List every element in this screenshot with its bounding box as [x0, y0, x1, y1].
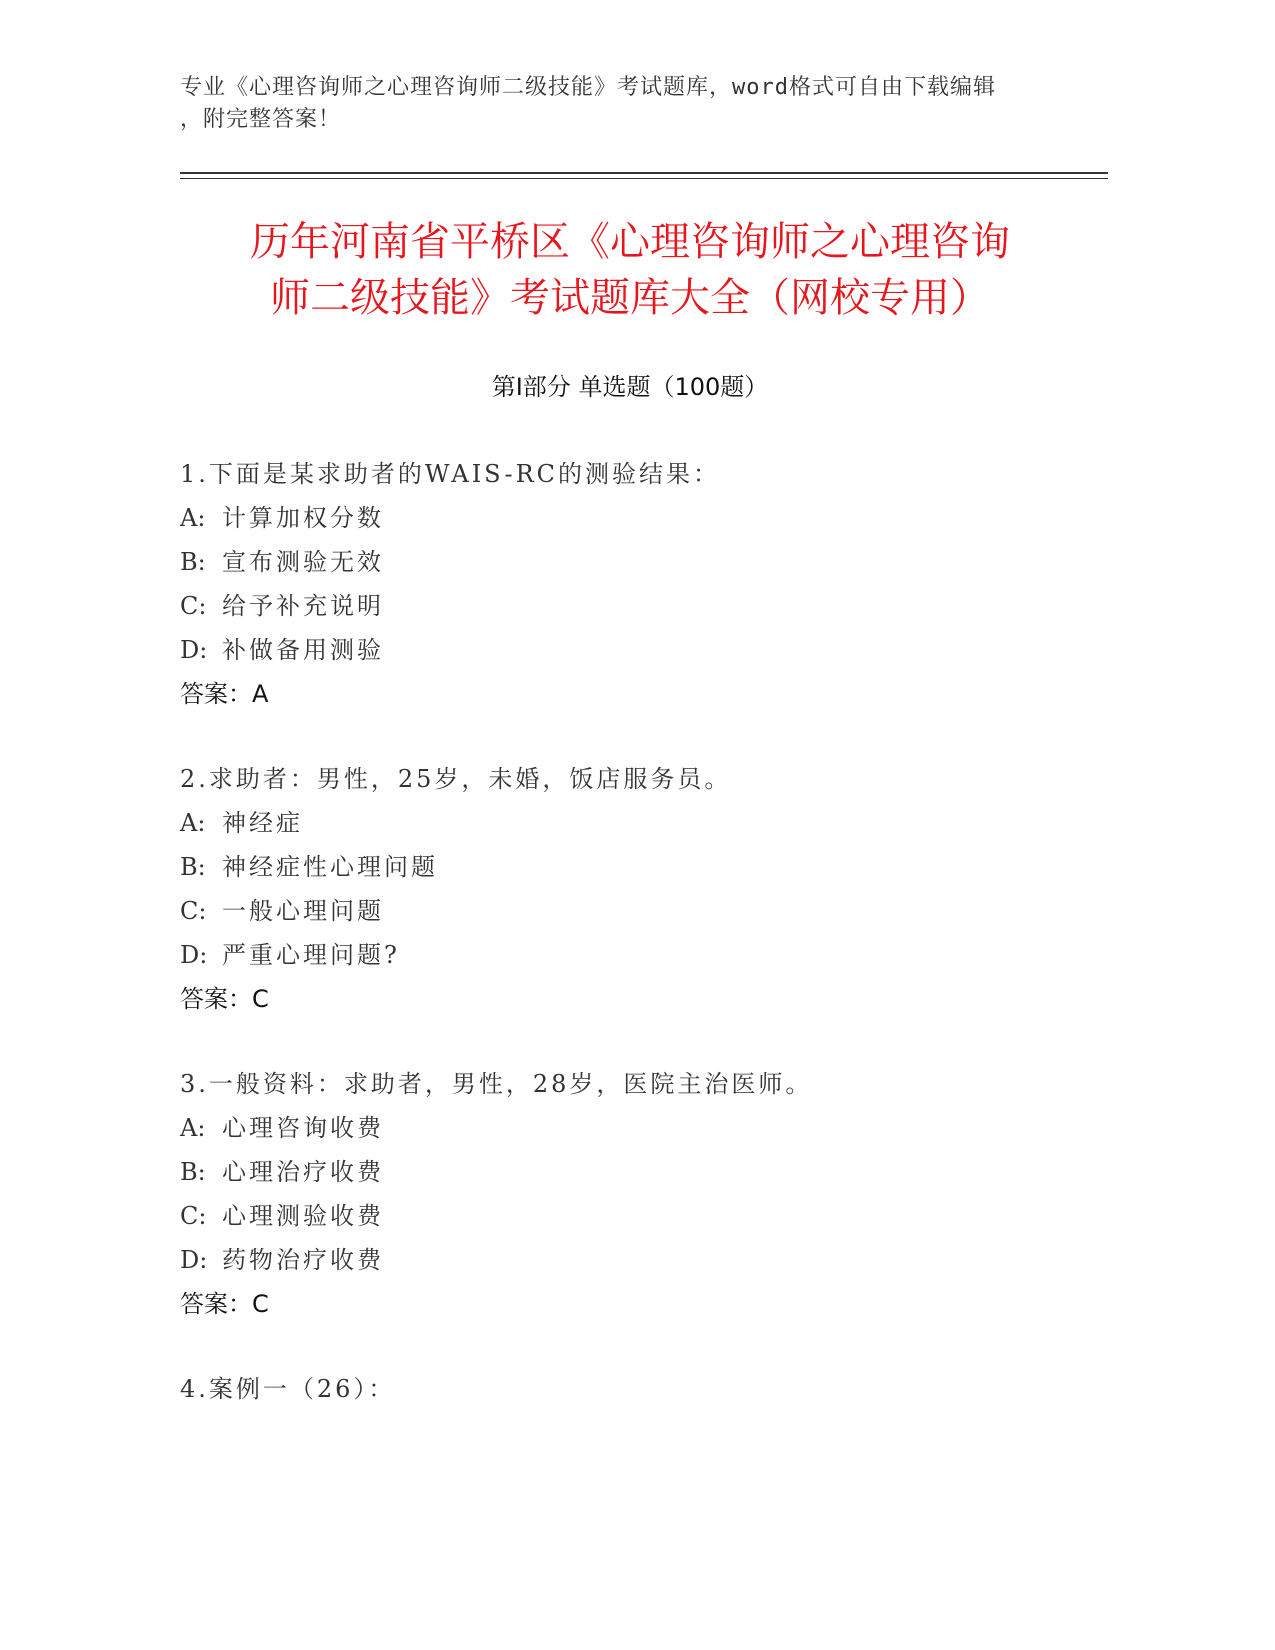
option-key: B: [180, 853, 206, 881]
option-c [180, 590, 1080, 634]
option-text: 心理咨询收费 [222, 1114, 384, 1142]
option-key: A: [180, 1114, 206, 1142]
document-title-line-2: 师二级技能》考试题库大全（网校专用） [270, 275, 990, 321]
section-title: 第Ⅰ部分 单选题（100题） [491, 373, 769, 401]
question-3 [180, 1068, 1080, 1332]
option-text: 心理治疗收费 [222, 1158, 384, 1186]
answer: 答案：C [180, 985, 269, 1013]
option-text: 严重心理问题? [222, 941, 400, 969]
option-key: B: [180, 1158, 206, 1186]
option-text: 药物治疗收费 [222, 1246, 384, 1274]
header-divider-thin [180, 178, 1108, 179]
document-title [180, 214, 1080, 326]
option-text: 心理测验收费 [222, 1202, 384, 1230]
option-text: 一般心理问题 [222, 897, 384, 925]
option-a [180, 502, 1080, 546]
answer: 答案：C [180, 1290, 269, 1318]
option-key: C: [180, 1202, 207, 1230]
option-text: 神经症 [222, 809, 303, 837]
question-stem: 4.案例一（26）： [180, 1375, 396, 1403]
document-title-line-1: 历年河南省平桥区《心理咨询师之心理咨询 [250, 219, 1010, 265]
option-key: D: [180, 1246, 208, 1274]
option-a [180, 807, 1080, 851]
question-2 [180, 763, 1080, 1027]
question-stem: 2.求助者：男性，25岁，未婚，饭店服务员。 [180, 765, 732, 793]
question-1 [180, 458, 1080, 722]
option-key: B: [180, 548, 206, 576]
option-d [180, 634, 1080, 678]
option-c [180, 1200, 1080, 1244]
option-b [180, 1156, 1080, 1200]
option-text: 计算加权分数 [222, 504, 384, 532]
option-b [180, 546, 1080, 590]
option-b [180, 851, 1080, 895]
question-4 [180, 1373, 1080, 1417]
answer: 答案：A [180, 680, 269, 708]
option-d [180, 1244, 1080, 1288]
header-note-line-2: ，附完整答案！ [180, 107, 342, 132]
option-d [180, 939, 1080, 983]
option-text: 补做备用测验 [222, 636, 384, 664]
header-note-line-1: 专业《心理咨询师之心理咨询师二级技能》考试题库，word格式可自由下载编辑 [180, 75, 996, 100]
option-text: 给予补充说明 [222, 592, 384, 620]
header-divider-thick [180, 172, 1108, 174]
option-a [180, 1112, 1080, 1156]
option-key: D: [180, 941, 208, 969]
option-key: D: [180, 636, 208, 664]
option-c [180, 895, 1080, 939]
question-stem: 3.一般资料：求助者，男性，28岁，医院主治医师。 [180, 1070, 813, 1098]
option-text: 神经症性心理问题 [222, 853, 438, 881]
option-text: 宣布测验无效 [222, 548, 384, 576]
header-note [180, 72, 1080, 136]
option-key: A: [180, 504, 206, 532]
question-stem: 1.下面是某求助者的WAIS-RC的测验结果： [180, 460, 721, 488]
option-key: C: [180, 897, 207, 925]
option-key: A: [180, 809, 206, 837]
option-key: C: [180, 592, 207, 620]
